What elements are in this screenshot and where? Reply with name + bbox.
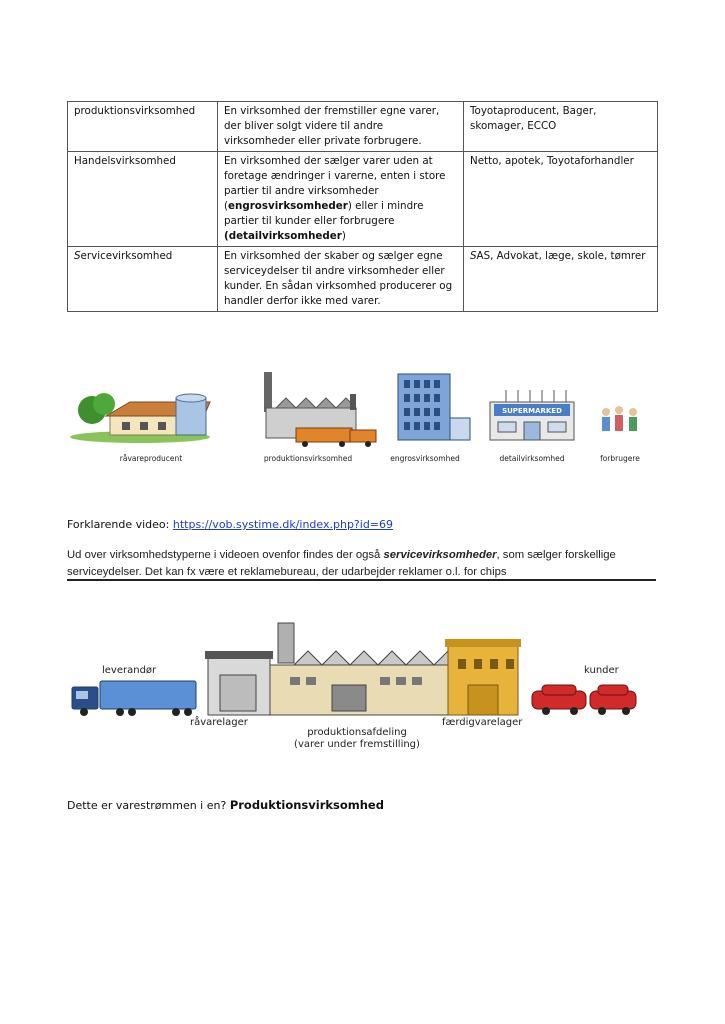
finished-goods-warehouse-icon <box>445 639 521 715</box>
description-text: En virksomhed der sælger varer uden at foretage ændringer i varerne, enten i store partier til andre virksomheder ( <box>224 155 446 212</box>
table-cell-examples: Netto, apotek, Toyotaforhandler <box>464 152 658 247</box>
table-cell-examples: Toyotaproducent, Bager, skomager, ECCO <box>464 102 658 152</box>
video-line <box>67 518 393 531</box>
table-cell-type: Servicevirksomhed <box>68 247 218 312</box>
business-types-table <box>67 101 658 312</box>
paragraph-bold: servicevirksomheder <box>383 549 497 561</box>
table-cell-description <box>218 152 464 247</box>
final-text: Dette er varestrømmen i en? <box>67 799 230 812</box>
final-line <box>67 798 384 812</box>
label-retail: detailvirksomhed <box>499 454 565 463</box>
final-bold: Produktionsvirksomhed <box>229 798 384 812</box>
description-bold: (detailvirksomheder <box>224 230 342 242</box>
label-consumers: forbrugere <box>600 454 640 463</box>
description-bold: engrosvirksomheder <box>228 200 348 212</box>
label-production-sub: (varer under fremstilling) <box>294 739 420 750</box>
table-row <box>68 102 658 152</box>
office-building-icon <box>398 374 470 440</box>
table-cell-type: produktionsvirksomhed <box>68 102 218 152</box>
table-cell-type: Handelsvirksomhed <box>68 152 218 247</box>
paragraph-text: , som sælger forskellige serviceydelser. Det kan fx være et reklamebureau, der udarbejder reklamer o.l. for chips <box>67 549 616 578</box>
production-hall-icon <box>270 623 450 715</box>
label-customers: kunder <box>584 665 619 676</box>
farm-icon <box>70 393 210 443</box>
product-flow-illustration <box>0 615 725 755</box>
customer-cars-icon <box>532 685 636 715</box>
table-row <box>68 152 658 247</box>
label-raw-producer: råvareproducent <box>119 454 183 463</box>
label-wholesale: engrosvirksomhed <box>390 454 460 463</box>
table-row <box>68 247 658 312</box>
raw-goods-warehouse-icon <box>205 651 273 715</box>
label-finished-goods: færdigvarelager <box>442 717 523 728</box>
video-link[interactable]: https://vob.systime.dk/index.php?id=69 <box>172 518 394 531</box>
label-raw-goods: råvarelager <box>190 717 248 728</box>
description-text: ) <box>341 230 346 242</box>
video-label: Forklarende video: <box>67 518 173 531</box>
divider <box>67 579 656 581</box>
table-cell-description: En virksomhed der fremstiller egne varer, der bliver solgt videre til andre virksomheder eller private forbrugere. <box>218 102 464 152</box>
label-supplier: leverandør <box>102 665 157 676</box>
table-cell-description: En virksomhed der skaber og sælger egne serviceydelser til andre virksomheder eller kunder. En sådan virksomhed producerer og handler derfor ikke med varer. <box>218 247 464 312</box>
paragraph-text: Ud over virksomhedstyperne i videoen ovenfor findes der også <box>67 549 384 561</box>
supplier-truck-icon <box>72 681 196 716</box>
label-production-dept: produktionsafdeling <box>307 727 407 738</box>
consumers-icon <box>602 406 637 431</box>
description-text: ) eller i mindre partier til kunder eller forbrugere <box>224 200 424 227</box>
services-paragraph <box>67 547 662 581</box>
supermarket-sign: SUPERMARKED <box>502 407 562 415</box>
factory-icon <box>264 372 376 447</box>
supermarket-icon <box>490 390 574 440</box>
label-production: produktionsvirksomhed <box>263 454 353 463</box>
supply-chain-illustration <box>0 360 725 470</box>
table-cell-examples: SAS, Advokat, læge, skole, tømrer <box>464 247 658 312</box>
